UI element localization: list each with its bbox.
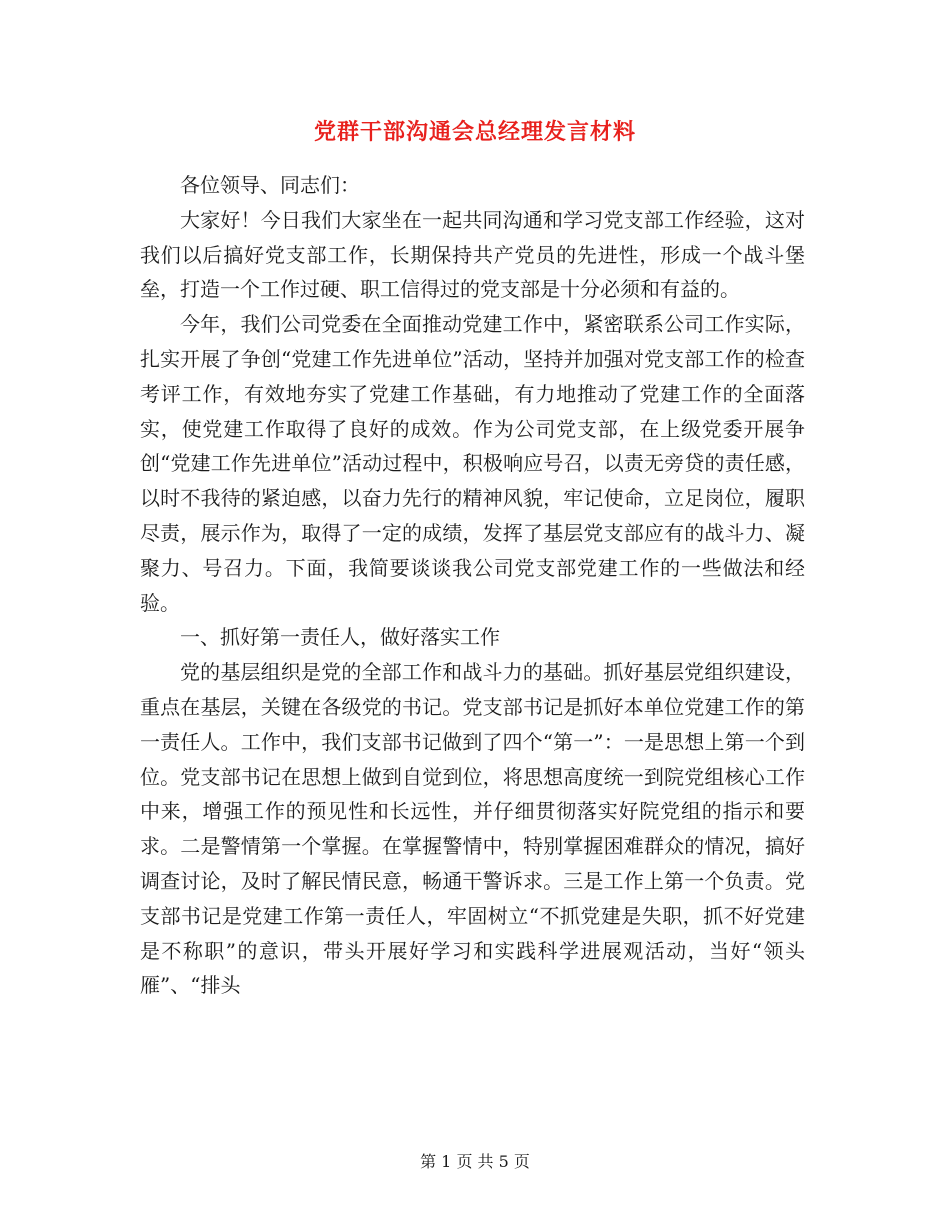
- paragraph-this-year: 今年，我们公司党委在全面推动党建工作中，紧密联系公司工作实际，扎实开展了争创“党建工作先进单位”活动，坚持并加强对党支部工作的检查考评工作，有效地夯实了党建工作基础，有力地推动了党建工作的全面落实，使党建工作取得了良好的成效。作为公司党支部，在上级党委开展争创“党建工作先进单位”活动过程中，积极响应号召，以责无旁贷的责任感，以时不我待的紧迫感，以奋力先行的精神风貌，牢记使命，立足岗位，履职尽责，展示作为，取得了一定的成绩，发挥了基层党支部应有的战斗力、凝聚力、号召力。下面，我简要谈谈我公司党支部党建工作的一些做法和经验。: [140, 312, 805, 615]
- salutation: 各位领导、同志们：: [180, 173, 360, 197]
- document-title: 党群干部沟通会总经理发言材料: [313, 119, 636, 145]
- page-number-footer: 第 1 页 共 5 页: [420, 1152, 530, 1171]
- paragraph-first-responsible: 党的基层组织是党的全部工作和战斗力的基础。抓好基层党组织建设，重点在基层，关键在各级党的书记。党支部书记是抓好本单位党建工作的第一责任人。工作中，我们支部书记做到了四个“第一”：一是思想上第一个到位。党支部书记在思想上做到自觉到位，将思想高度统一到院党组核心工作中来，增强工作的预见性和长远性，并仔细贯彻落实好院党组的指示和要求。二是警情第一个掌握。在掌握警情中，特别掌握困难群众的情况，搞好调查讨论，及时了解民情民意，畅通干警诉求。三是工作上第一个负责。党支部书记是党建工作第一责任人，牢固树立“不抓党建是失职，抓不好党建是不称职”的意识，带头开展好学习和实践科学进展观活动，当好“领头雁”、“排头: [140, 660, 805, 998]
- section-heading-1: 一、抓好第一责任人，做好落实工作: [180, 625, 500, 650]
- paragraph-greeting: 大家好！今日我们大家坐在一起共同沟通和学习党支部工作经验，这对我们以后搞好党支部工作，长期保持共产党员的先进性，形成一个战斗堡垒，打造一个工作过硬、职工信得过的党支部是十分必须和有益的。: [140, 207, 805, 302]
- document-body: [140, 168, 805, 1003]
